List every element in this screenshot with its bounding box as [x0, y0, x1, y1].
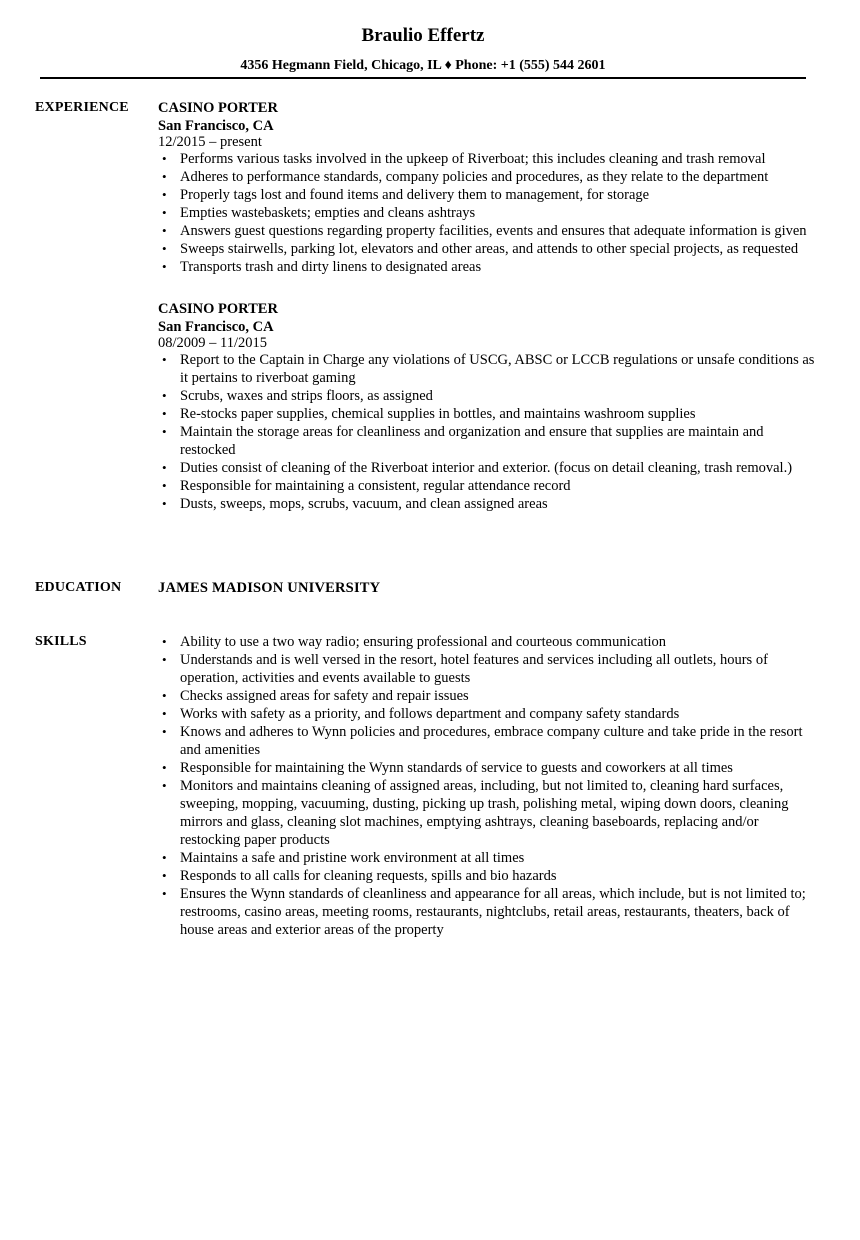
experience-body [158, 99, 818, 513]
list-item: • Properly tags lost and found items and delivery them to management, for storage [158, 186, 818, 204]
list-item: • Adheres to performance standards, company policies and procedures, as they relate to the department [158, 168, 818, 186]
list-item: • Duties consist of cleaning of the Riverboat interior and exterior. (focus on detail cleaning, trash removal.) [158, 459, 818, 477]
list-item: • Answers guest questions regarding property facilities, events and ensures that adequate information is given [158, 222, 818, 240]
header-divider [40, 77, 806, 79]
list-item: • Checks assigned areas for safety and repair issues [158, 687, 818, 705]
list-item: • Responsible for maintaining the Wynn standards of service to guests and coworkers at all times [158, 759, 818, 777]
list-item: • Understands and is well versed in the resort, hotel features and services including all outlets, hours of operation, activities and events available to guests [158, 651, 818, 687]
list-item: • Maintains a safe and pristine work environment at all times [158, 849, 818, 867]
list-item: • Report to the Captain in Charge any violations of USCG, ABSC or LCCB regulations or unsafe conditions as it pertains to riverboat gaming [158, 351, 818, 387]
list-item: • Monitors and maintains cleaning of assigned areas, including, but not limited to, cleaning hard surfaces, sweeping, mopping, vacuuming, dusting, picking up trash, polishing metal, wiping down doors, cleaning mirrors and glass, cleaning slot machines, emptying ashtrays, cleaning baseboards, replacing and/or restocking paper products [158, 777, 818, 849]
skills-heading: SKILLS [35, 634, 87, 649]
candidate-name: Braulio Effertz [361, 25, 485, 46]
job-entry [158, 99, 818, 276]
list-item: • Empties wastebaskets; empties and cleans ashtrays [158, 204, 818, 222]
contact-line: 4356 Hegmann Field, Chicago, IL ♦ Phone: +1 (555) 544 2601 [240, 58, 606, 73]
list-item: • Ensures the Wynn standards of cleanliness and appearance for all areas, which include, but is not limited to; restrooms, casino areas, meeting rooms, restaurants, nightclubs, retail areas, restaurants, theaters, back of house areas and exterior areas of the property [158, 885, 818, 939]
skills-body [158, 633, 818, 939]
education-body [158, 579, 818, 597]
list-item: • Scrubs, waxes and strips floors, as assigned [158, 387, 818, 405]
job-location: San Francisco, CA [158, 319, 274, 335]
resume-header [0, 24, 846, 75]
job-title: CASINO PORTER [158, 100, 278, 116]
list-item: • Responds to all calls for cleaning requests, spills and bio hazards [158, 867, 818, 885]
list-item: • Responsible for maintaining a consistent, regular attendance record [158, 477, 818, 495]
job-dates: 08/2009 – 11/2015 [158, 335, 268, 351]
job-entry [158, 300, 818, 513]
list-item: • Knows and adheres to Wynn policies and procedures, embrace company culture and take pride in the resort and amenities [158, 723, 818, 759]
list-item: • Sweeps stairwells, parking lot, elevators and other areas, and attends to other special projects, as requested [158, 240, 818, 258]
education-heading: EDUCATION [35, 580, 122, 595]
list-item: • Re-stocks paper supplies, chemical supplies in bottles, and maintains washroom supplies [158, 405, 818, 423]
list-item: • Transports trash and dirty linens to designated areas [158, 258, 818, 276]
job-location: San Francisco, CA [158, 118, 274, 134]
list-item: • Ability to use a two way radio; ensuring professional and courteous communication [158, 633, 818, 651]
job-dates: 12/2015 – present [158, 134, 262, 150]
list-item: • Dusts, sweeps, mops, scrubs, vacuum, and clean assigned areas [158, 495, 818, 513]
experience-heading: EXPERIENCE [35, 100, 129, 115]
job-bullets [158, 351, 818, 513]
job-bullets [158, 150, 818, 276]
skills-list [158, 633, 818, 939]
list-item: • Works with safety as a priority, and follows department and company safety standards [158, 705, 818, 723]
list-item: • Maintain the storage areas for cleanliness and organization and ensure that supplies are maintain and restocked [158, 423, 818, 459]
list-item: • Performs various tasks involved in the upkeep of Riverboat; this includes cleaning and trash removal [158, 150, 818, 168]
job-title: CASINO PORTER [158, 301, 278, 317]
school-name: JAMES MADISON UNIVERSITY [158, 580, 381, 596]
